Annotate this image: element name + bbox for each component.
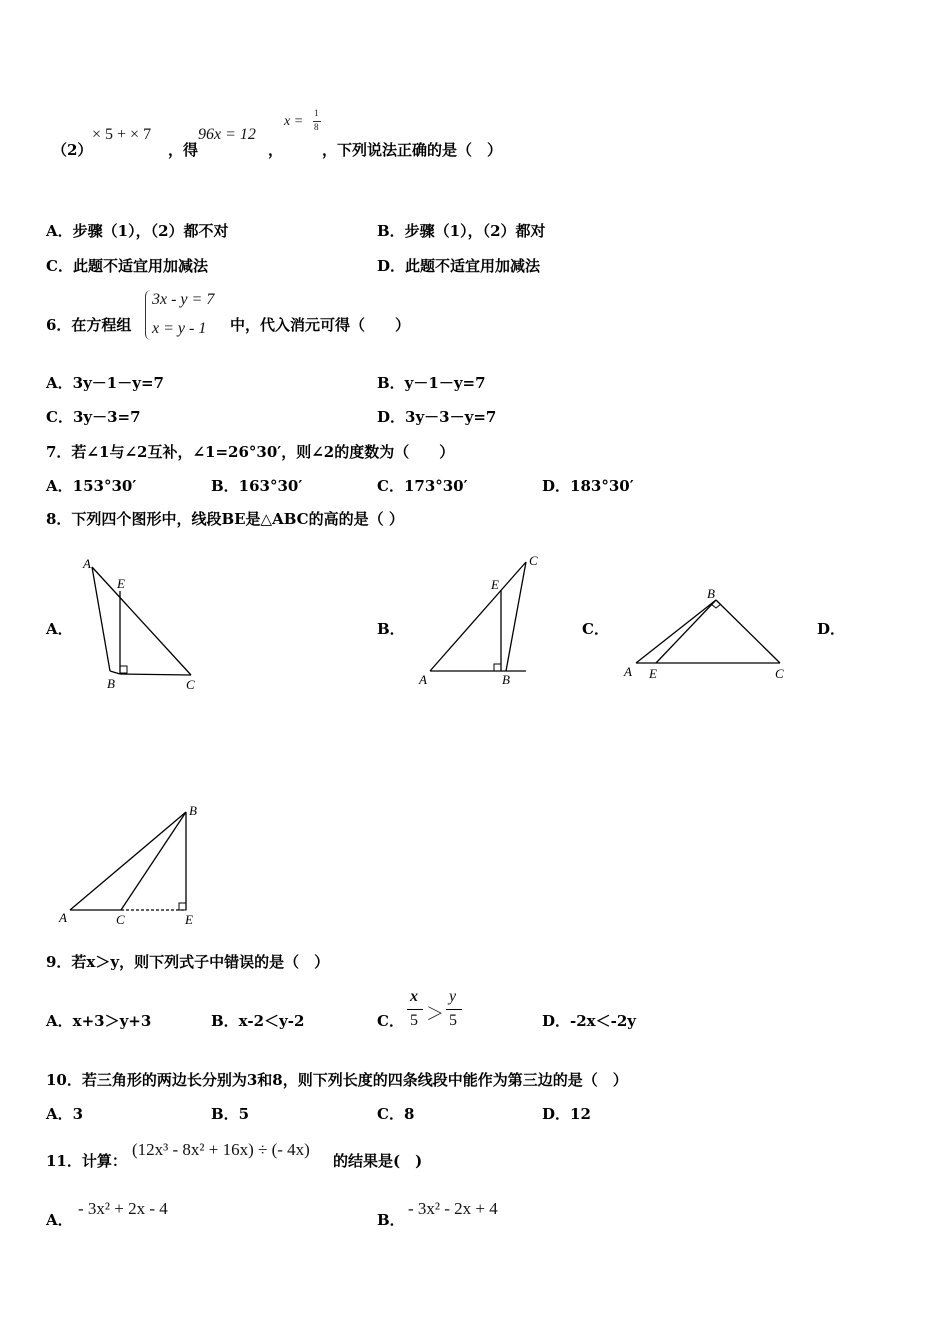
q9-option-a[interactable]: A．x+3＞y+3 — [46, 1012, 152, 1030]
q8-stem: 8．下列四个图形中，线段BE是△ABC的高的是（ ） — [46, 510, 404, 528]
q9-c-fraction-bar-1 — [407, 1009, 423, 1010]
q5-step-label: （2） — [52, 141, 93, 159]
q5-option-d[interactable]: D．此题不适宜用加减法 — [377, 257, 541, 275]
q6-option-d[interactable]: D．3y－3－y=7 — [377, 408, 497, 426]
q6-option-a[interactable]: A．3y－1－y=7 — [46, 374, 164, 392]
q5-math-multiply: × 5 + × 7 — [92, 126, 152, 143]
q11-stem-post: 的结果是( ) — [333, 1152, 423, 1170]
q6-stem-pre: 6．在方程组 — [46, 316, 132, 334]
q11-stem-pre: 11．计算： — [46, 1152, 127, 1170]
q5-option-c[interactable]: C．此题不适宜用加减法 — [46, 257, 208, 275]
q8-figure-c — [618, 583, 798, 688]
q9-stem: 9．若x＞y，则下列式子中错误的是（ ） — [46, 953, 330, 971]
q6-equation-2: x = y - 1 — [152, 320, 207, 337]
q8-option-b-label[interactable]: B． — [377, 620, 405, 638]
q6-stem-post: 中，代入消元可得（ ） — [230, 316, 411, 334]
q6-option-c[interactable]: C．3y－3=7 — [46, 408, 141, 426]
q5-get-text: ，得 — [168, 141, 199, 159]
q11-option-a-expression: - 3x² + 2x - 4 — [78, 1199, 168, 1218]
q8-a-point-a: A — [83, 556, 91, 571]
q9-option-c-label[interactable]: C． — [377, 1012, 404, 1030]
q10-option-d[interactable]: D．12 — [542, 1105, 591, 1123]
q9-c-denominator-2: 5 — [449, 1012, 457, 1029]
q5-stem-tail: ，下列说法正确的是（ ） — [322, 141, 503, 159]
q11-expression: (12x³ - 8x² + 16x) ÷ (- 4x) — [132, 1140, 310, 1159]
q5-option-b[interactable]: B．步骤（1），（2）都对 — [377, 222, 546, 240]
q8-a-point-e: E — [117, 576, 125, 591]
q7-option-a[interactable]: A．153°30′ — [46, 477, 137, 495]
q7-option-b[interactable]: B．163°30′ — [211, 477, 303, 495]
q11-option-a-label[interactable]: A． — [46, 1211, 73, 1229]
q8-c-point-c: C — [775, 666, 784, 681]
q6-equation-1: 3x - y = 7 — [152, 291, 215, 308]
q9-c-numerator-y: y — [449, 988, 457, 1005]
q8-b-point-e: E — [491, 577, 499, 592]
q9-option-d[interactable]: D．-2x＜-2y — [542, 1012, 636, 1030]
q10-option-c[interactable]: C．8 — [377, 1105, 415, 1123]
q7-option-d[interactable]: D．183°30′ — [542, 477, 634, 495]
q8-d-point-b: B — [189, 803, 197, 818]
q5-fraction-denominator: 8 — [314, 122, 319, 132]
q8-figure-d — [55, 800, 215, 930]
q5-comma: ， — [268, 141, 284, 159]
q9-c-numerator-x: x — [410, 988, 418, 1005]
q11-option-b-label[interactable]: B． — [377, 1211, 405, 1229]
q6-system-brace — [145, 290, 152, 340]
q8-d-point-a: A — [59, 910, 67, 925]
q9-c-greater-than: ＞ — [426, 1004, 444, 1024]
q8-c-point-b: B — [707, 586, 715, 601]
q8-option-d-label[interactable]: D． — [817, 620, 846, 638]
q10-option-b[interactable]: B．5 — [211, 1105, 250, 1123]
q8-b-point-c: C — [529, 553, 538, 568]
q8-a-point-c: C — [186, 677, 195, 692]
q8-b-point-b: B — [502, 672, 510, 687]
q8-c-point-a: A — [624, 664, 632, 679]
q8-d-point-e: E — [185, 912, 193, 927]
q5-math-equation: 96x = 12 — [198, 126, 256, 143]
q5-math-x: x = — [284, 114, 304, 129]
q8-option-c-label[interactable]: C． — [582, 620, 609, 638]
q8-c-point-e: E — [649, 666, 657, 681]
q8-b-point-a: A — [419, 672, 427, 687]
q10-option-a[interactable]: A．3 — [46, 1105, 84, 1123]
q8-figure-b — [414, 550, 549, 690]
q10-stem: 10．若三角形的两边长分别为3和8，则下列长度的四条线段中能作为第三边的是（ ） — [46, 1071, 628, 1089]
q9-option-b[interactable]: B．x-2＜y-2 — [211, 1012, 305, 1030]
q8-d-point-c: C — [116, 912, 125, 927]
q8-figure-a — [80, 555, 205, 695]
q11-option-b-expression: - 3x² - 2x + 4 — [408, 1199, 498, 1218]
q6-option-b[interactable]: B．y－1－y=7 — [377, 374, 486, 392]
q9-c-fraction-bar-2 — [446, 1009, 462, 1010]
q7-stem: 7．若∠1与∠2互补，∠1=26°30′，则∠2的度数为（ ） — [46, 443, 455, 461]
q8-a-point-b: B — [107, 676, 115, 691]
q8-option-a-label[interactable]: A． — [46, 620, 73, 638]
q5-fraction-numerator: 1 — [314, 108, 319, 118]
q9-c-denominator-1: 5 — [410, 1012, 418, 1029]
q7-option-c[interactable]: C．173°30′ — [377, 477, 468, 495]
q5-option-a[interactable]: A．步骤（1），（2）都不对 — [46, 222, 229, 240]
